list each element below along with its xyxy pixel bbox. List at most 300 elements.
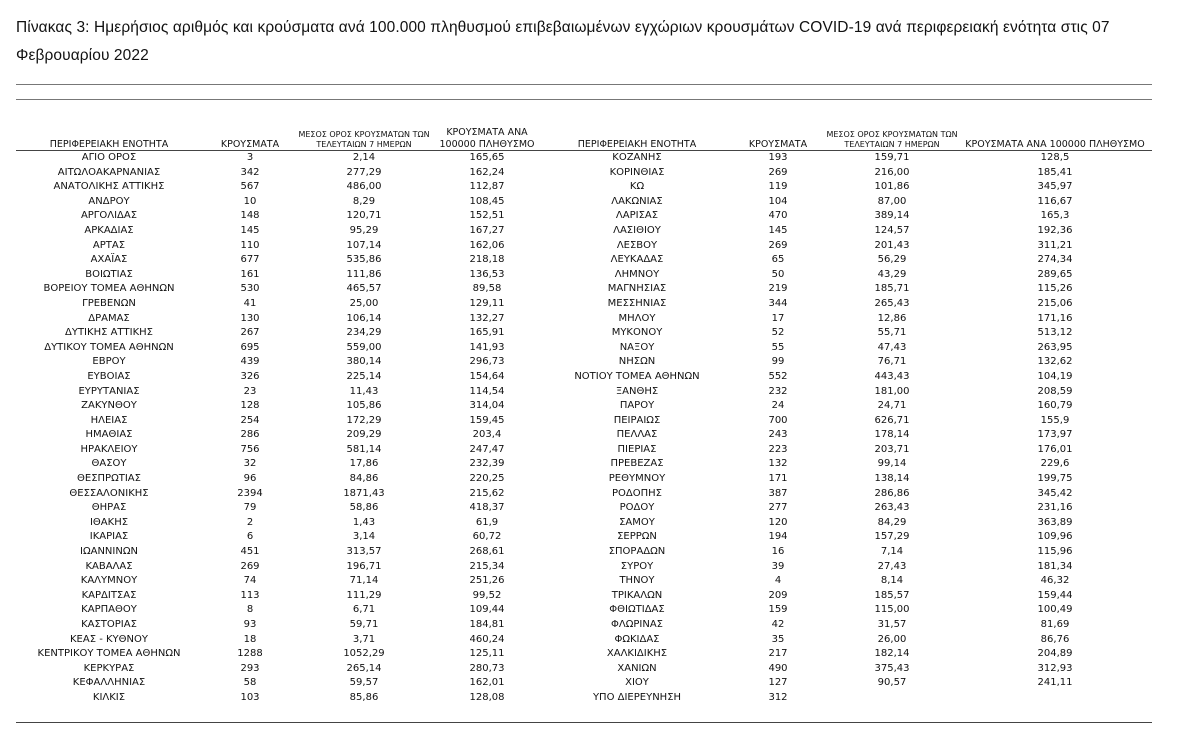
cell-per100k: 232,39 <box>469 458 505 470</box>
cell-cases: 65 <box>771 254 785 266</box>
cell-cases: 344 <box>768 297 788 309</box>
cell-cases: 79 <box>243 502 257 514</box>
table-row <box>16 574 1152 589</box>
cell-cases: 756 <box>240 443 260 455</box>
cell-avg7: 626,71 <box>874 414 910 426</box>
table-row <box>16 195 1152 210</box>
cell-cases: 293 <box>240 662 260 674</box>
cell-per100k: 165,65 <box>469 152 505 163</box>
table-row <box>16 166 1152 181</box>
cell-per100k: 60,72 <box>472 531 502 543</box>
cell-cases: 2394 <box>237 487 263 499</box>
cell-per100k: 184,81 <box>469 619 505 630</box>
cell-per100k: 100,49 <box>1037 604 1073 616</box>
cell-region: ΚΙΛΚΙΣ <box>92 691 126 703</box>
cell-avg7: 172,29 <box>346 414 382 426</box>
divider <box>16 99 1152 100</box>
cell-region: ΝΑΞΟΥ <box>619 341 655 353</box>
cell-region: ΠΑΡΟΥ <box>619 400 655 412</box>
cell-cases: 193 <box>768 152 788 163</box>
cell-region: ΝΗΣΩΝ <box>618 356 656 368</box>
column-header-avg7: ΜΕΣΟΣ ΟΡΟΣ ΚΡΟΥΣΜΑΤΩΝ ΤΩΝ ΤΕΛΕΥΤΑΙΩΝ 7 ΗΜΕΡΩΝ <box>298 121 430 151</box>
table-row <box>16 530 1152 545</box>
cell-per100k <box>958 691 1152 706</box>
cell-region: ΧΙΟΥ <box>625 677 649 689</box>
cell-avg7: 71,14 <box>349 575 379 587</box>
cell-region: ΑΡΓΟΛΙΔΑΣ <box>80 210 138 222</box>
cell-cases: 312 <box>768 691 788 703</box>
cell-region: ΠΕΙΡΑΙΩΣ <box>613 414 661 426</box>
cell-per100k: 208,59 <box>1037 385 1073 397</box>
cell-per100k: 312,93 <box>1037 662 1073 674</box>
cell-cases: 145 <box>240 224 260 236</box>
cell-per100k: 167,27 <box>469 224 505 236</box>
cell-per100k: 263,95 <box>1037 341 1073 353</box>
cell-region: ΡΟΔΟΠΗΣ <box>612 487 662 499</box>
cell-region: ΗΛΕΙΑΣ <box>90 414 128 426</box>
cell-avg7: 84,86 <box>349 473 379 485</box>
column-header-region: ΠΕΡΙΦΕΡΕΙΑΚΗ ΕΝΟΤΗΤΑ <box>544 121 730 151</box>
cell-per100k: 89,58 <box>472 283 502 295</box>
table-row <box>16 253 1152 268</box>
cell-cases: 209 <box>768 589 788 601</box>
cell-cases: 55 <box>771 341 785 353</box>
table-row <box>16 691 1152 706</box>
cell-region: ΠΙΕΡΙΑΣ <box>617 443 657 455</box>
cell-avg7: 181,00 <box>874 385 910 397</box>
cell-avg7: 234,29 <box>346 327 382 339</box>
cell-per100k: 162,06 <box>469 239 505 251</box>
cell-region: ΚΑΣΤΟΡΙΑΣ <box>81 619 137 630</box>
cell-region: ΔΥΤΙΚΗΣ ΑΤΤΙΚΗΣ <box>65 327 153 339</box>
cell-region: ΑΙΤΩΛΟΑΚΑΡΝΑΝΙΑΣ <box>57 166 161 178</box>
table-caption: Πίνακας 3: Ημερήσιος αριθμός και κρούσματα ανά 100.000 πληθυσμού επιβεβαιωμένων εγχώριων κρουσμάτων COVID-19 ανά περιφερειακή ενότητα στις 07 Φεβρουαρίου 2022 <box>16 19 1110 64</box>
cell-avg7: 47,43 <box>877 341 907 353</box>
cases-table <box>16 121 1152 706</box>
cell-avg7: 486,00 <box>346 181 382 193</box>
cell-per100k: 513,12 <box>1037 327 1073 339</box>
cell-cases: 2 <box>246 516 254 528</box>
cell-per100k: 99,52 <box>472 589 502 601</box>
cell-per100k: 251,26 <box>469 575 505 587</box>
cell-per100k: 229,6 <box>1040 458 1070 470</box>
cell-avg7: 43,29 <box>877 268 907 280</box>
cell-region: ΤΡΙΚΑΛΩΝ <box>611 589 663 601</box>
cell-per100k: 204,89 <box>1037 648 1073 660</box>
cell-region: ΙΩΑΝΝΙΝΩΝ <box>80 546 138 558</box>
cell-per100k: 109,44 <box>469 604 505 616</box>
cell-avg7: 1052,29 <box>343 648 385 660</box>
cell-per100k: 159,44 <box>1037 589 1073 601</box>
cell-avg7: 209,29 <box>346 429 382 441</box>
cell-cases: 387 <box>768 487 788 499</box>
cell-avg7: 185,57 <box>874 589 910 601</box>
cell-per100k: 176,01 <box>1037 443 1073 455</box>
cell-avg7: 106,14 <box>346 312 382 324</box>
cell-region: ΣΠΟΡΑΔΩΝ <box>608 546 666 558</box>
cell-cases: 42 <box>771 619 785 630</box>
cell-region: ΙΚΑΡΙΑΣ <box>89 531 129 543</box>
cell-avg7: 263,43 <box>874 502 910 514</box>
cell-cases: 451 <box>240 546 260 558</box>
cell-cases: 277 <box>768 502 788 514</box>
cell-avg7: 55,71 <box>877 327 907 339</box>
cell-region: ΣΥΡΟΥ <box>620 560 654 572</box>
cell-avg7: 203,71 <box>874 443 910 455</box>
cell-avg7: 11,43 <box>349 385 379 397</box>
cell-per100k: 125,11 <box>469 648 505 660</box>
table-row <box>16 355 1152 370</box>
cell-cases: 232 <box>768 385 788 397</box>
cell-per100k: 215,06 <box>1037 297 1073 309</box>
cell-avg7: 84,29 <box>877 516 907 528</box>
column-header-region: ΠΕΡΙΦΕΡΕΙΑΚΗ ΕΝΟΤΗΤΑ <box>16 121 202 151</box>
table-row <box>16 443 1152 458</box>
cell-region: ΥΠΟ ΔΙΕΡΕΥΝΗΣΗ <box>592 691 682 703</box>
cell-avg7: 59,57 <box>349 677 379 689</box>
cell-cases: 567 <box>240 181 260 193</box>
cell-per100k: 114,54 <box>469 385 505 397</box>
cell-per100k: 173,97 <box>1037 429 1073 441</box>
cell-cases: 254 <box>240 414 260 426</box>
cell-per100k: 171,16 <box>1037 312 1073 324</box>
cell-avg7: 380,14 <box>346 356 382 368</box>
cell-per100k: 162,01 <box>469 677 505 689</box>
table-row <box>16 282 1152 297</box>
cell-per100k: 199,75 <box>1037 473 1073 485</box>
table-row <box>16 151 1152 166</box>
cell-cases: 39 <box>771 560 785 572</box>
cell-cases: 130 <box>240 312 260 324</box>
cell-per100k: 128,08 <box>469 691 505 703</box>
divider <box>16 722 1152 723</box>
cell-region: ΦΩΚΙΔΑΣ <box>614 633 660 645</box>
cell-per100k: 460,24 <box>469 633 505 645</box>
cell-per100k: 274,34 <box>1037 254 1073 266</box>
cell-per100k: 159,45 <box>469 414 505 426</box>
table-row <box>16 457 1152 472</box>
cell-cases: 8 <box>246 604 254 616</box>
cell-per100k: 203,4 <box>472 429 502 441</box>
cell-cases: 267 <box>240 327 260 339</box>
cell-region: ΘΑΣΟΥ <box>91 458 127 470</box>
cell-per100k: 418,37 <box>469 502 505 514</box>
cell-avg7: 59,71 <box>349 619 379 630</box>
cell-region: ΡΟΔΟΥ <box>619 502 655 514</box>
table-row <box>16 603 1152 618</box>
cell-avg7: 31,57 <box>877 619 907 630</box>
cell-region: ΣΕΡΡΩΝ <box>617 531 657 543</box>
column-header-cases: ΚΡΟΥΣΜΑΤΑ <box>202 121 298 151</box>
cell-region: ΧΑΛΚΙΔΙΚΗΣ <box>606 648 668 660</box>
cell-per100k: 345,97 <box>1037 181 1073 193</box>
cell-cases: 1288 <box>237 648 263 660</box>
cell-avg7: 313,57 <box>346 546 382 558</box>
cell-per100k: 220,25 <box>469 473 505 485</box>
cell-region: ΔΡΑΜΑΣ <box>88 312 130 324</box>
cell-per100k: 116,67 <box>1037 195 1073 207</box>
cell-cases: 695 <box>240 341 260 353</box>
cell-cases: 93 <box>243 619 257 630</box>
table-row <box>16 385 1152 400</box>
cell-region: ΞΑΝΘΗΣ <box>615 385 659 397</box>
table-row <box>16 545 1152 560</box>
cell-per100k: 185,41 <box>1037 166 1073 178</box>
cell-per100k: 46,32 <box>1040 575 1070 587</box>
cell-avg7: 2,14 <box>352 152 376 163</box>
cell-avg7: 157,29 <box>874 531 910 543</box>
cell-avg7: 12,86 <box>877 312 907 324</box>
cell-per100k: 160,79 <box>1037 400 1073 412</box>
cell-avg7: 105,86 <box>346 400 382 412</box>
cell-avg7: 101,86 <box>874 181 910 193</box>
cell-cases: 58 <box>243 677 257 689</box>
cell-avg7: 1,43 <box>352 516 376 528</box>
cell-avg7: 185,71 <box>874 283 910 295</box>
cell-cases: 128 <box>240 400 260 412</box>
cell-per100k: 192,36 <box>1037 224 1073 236</box>
cell-per100k: 280,73 <box>469 662 505 674</box>
cell-cases: 148 <box>240 210 260 222</box>
cell-avg7: 76,71 <box>877 356 907 368</box>
cell-region: ΚΑΡΠΑΘΟΥ <box>81 604 137 616</box>
cell-avg7: 90,57 <box>877 677 907 689</box>
cell-per100k: 311,21 <box>1037 239 1073 251</box>
cell-region: ΜΕΣΣΗΝΙΑΣ <box>607 297 667 309</box>
divider <box>16 84 1152 85</box>
cell-avg7: 8,29 <box>352 195 376 207</box>
cell-region: ΣΑΜΟΥ <box>619 516 655 528</box>
cell-avg7: 6,71 <box>352 604 376 616</box>
cell-region: ΘΗΡΑΣ <box>91 502 127 514</box>
cell-region: ΑΝΑΤΟΛΙΚΗΣ ΑΤΤΙΚΗΣ <box>53 181 165 193</box>
cell-per100k: 129,11 <box>469 297 505 309</box>
cell-region: ΚΟΡΙΝΘΙΑΣ <box>609 166 665 178</box>
cell-cases: 530 <box>240 283 260 295</box>
table-row <box>16 589 1152 604</box>
cell-per100k: 162,24 <box>469 166 505 178</box>
cell-region: ΛΗΜΝΟΥ <box>614 268 660 280</box>
cell-avg7: 178,14 <box>874 429 910 441</box>
cell-cases: 4 <box>774 575 782 587</box>
table-row <box>16 180 1152 195</box>
cell-avg7: 1871,43 <box>343 487 385 499</box>
cell-region: ΡΕΘΥΜΝΟΥ <box>608 473 666 485</box>
cell-per100k: 345,42 <box>1037 487 1073 499</box>
cell-region: ΚΕΡΚΥΡΑΣ <box>83 662 135 674</box>
cell-avg7: 286,86 <box>874 487 910 499</box>
cell-avg7: 375,43 <box>874 662 910 674</box>
cell-per100k: 289,65 <box>1037 268 1073 280</box>
table-row <box>16 428 1152 443</box>
cell-cases: 10 <box>243 195 257 207</box>
cell-per100k: 241,11 <box>1037 677 1073 689</box>
table-row <box>16 618 1152 633</box>
cell-per100k: 115,96 <box>1037 546 1073 558</box>
cell-region: ΗΡΑΚΛΕΙΟΥ <box>80 443 138 455</box>
table-row <box>16 370 1152 385</box>
cell-per100k: 218,18 <box>469 254 505 266</box>
cell-avg7: 58,86 <box>349 502 379 514</box>
cell-avg7: 95,29 <box>349 224 379 236</box>
cell-avg7: 107,14 <box>346 239 382 251</box>
cell-region: ΤΗΝΟΥ <box>619 575 655 587</box>
cell-region: ΙΘΑΚΗΣ <box>89 516 129 528</box>
cell-avg7: 581,14 <box>346 443 382 455</box>
cell-cases: 269 <box>240 560 260 572</box>
cell-region: ΚΑΡΔΙΤΣΑΣ <box>81 589 137 601</box>
cell-region: ΒΟΡΕΙΟΥ ΤΟΜΕΑ ΑΘΗΝΩΝ <box>43 283 175 295</box>
cell-avg7: 56,29 <box>877 254 907 266</box>
table-row <box>16 341 1152 356</box>
cell-region: ΜΑΓΝΗΣΙΑΣ <box>607 283 667 295</box>
cell-region: ΜΗΛΟΥ <box>618 312 656 324</box>
cell-avg7: 389,14 <box>874 210 910 222</box>
table-row <box>16 633 1152 648</box>
cell-cases: 32 <box>243 458 257 470</box>
cell-avg7: 124,57 <box>874 224 910 236</box>
cell-avg7: 25,00 <box>349 297 379 309</box>
table-row <box>16 472 1152 487</box>
cell-region: ΚΑΒΑΛΑΣ <box>85 560 133 572</box>
cell-cases: 243 <box>768 429 788 441</box>
cell-avg7: 120,71 <box>346 210 382 222</box>
cell-per100k: 296,73 <box>469 356 505 368</box>
cell-avg7: 7,14 <box>880 546 904 558</box>
cell-avg7 <box>826 691 958 706</box>
cell-per100k: 108,45 <box>469 195 505 207</box>
cell-per100k: 215,62 <box>469 487 505 499</box>
cell-avg7: 196,71 <box>346 560 382 572</box>
cell-cases: 269 <box>768 239 788 251</box>
cell-avg7: 3,14 <box>352 531 376 543</box>
cell-avg7: 3,71 <box>352 633 376 645</box>
cell-cases: 439 <box>240 356 260 368</box>
cell-cases: 342 <box>240 166 260 178</box>
cell-region: ΚΩ <box>629 181 645 193</box>
cell-per100k: 128,5 <box>1040 152 1070 163</box>
cell-avg7: 201,43 <box>874 239 910 251</box>
cell-cases: 470 <box>768 210 788 222</box>
cell-per100k: 165,3 <box>1040 210 1070 222</box>
table-row <box>16 516 1152 531</box>
cell-region: ΑΝΔΡΟΥ <box>88 195 130 207</box>
table-row <box>16 224 1152 239</box>
cell-cases: 120 <box>768 516 788 528</box>
cell-cases: 24 <box>771 400 785 412</box>
cell-cases: 194 <box>768 531 788 543</box>
cell-avg7: 535,86 <box>346 254 382 266</box>
cell-region: ΑΧΑΪΑΣ <box>90 254 128 266</box>
cell-region: ΝΟΤΙΟΥ ΤΟΜΕΑ ΑΘΗΝΩΝ <box>574 370 700 382</box>
cell-region: ΘΕΣΣΑΛΟΝΙΚΗΣ <box>69 487 149 499</box>
table-row <box>16 676 1152 691</box>
cell-region: ΘΕΣΠΡΩΤΙΑΣ <box>77 473 141 485</box>
table-row <box>16 297 1152 312</box>
table-row <box>16 414 1152 429</box>
table-row <box>16 662 1152 677</box>
cell-cases: 6 <box>246 531 254 543</box>
cell-cases: 286 <box>240 429 260 441</box>
cell-per100k: 215,34 <box>469 560 505 572</box>
cell-per100k: 115,26 <box>1037 283 1073 295</box>
cell-cases: 171 <box>768 473 788 485</box>
cell-cases: 217 <box>768 648 788 660</box>
table-row <box>16 312 1152 327</box>
cell-cases: 16 <box>771 546 785 558</box>
cell-cases: 113 <box>240 589 260 601</box>
cell-cases: 490 <box>768 662 788 674</box>
cell-per100k: 247,47 <box>469 443 505 455</box>
cell-per100k: 136,53 <box>469 268 505 280</box>
cell-cases: 103 <box>240 691 260 703</box>
cell-cases: 104 <box>768 195 788 207</box>
cell-avg7: 225,14 <box>346 370 382 382</box>
cell-region: ΦΘΙΩΤΙΔΑΣ <box>609 604 665 616</box>
cell-cases: 50 <box>771 268 785 280</box>
cell-region: ΗΜΑΘΙΑΣ <box>85 429 133 441</box>
cell-per100k: 132,27 <box>469 312 505 324</box>
cell-region: ΛΑΡΙΣΑΣ <box>615 210 659 222</box>
cell-cases: 96 <box>243 473 257 485</box>
cell-cases: 132 <box>768 458 788 470</box>
cell-per100k: 81,69 <box>1040 619 1070 630</box>
cell-per100k: 181,34 <box>1037 560 1073 572</box>
cell-cases: 17 <box>771 312 785 324</box>
table-row <box>16 560 1152 575</box>
cell-region: ΔΥΤΙΚΟΥ ΤΟΜΕΑ ΑΘΗΝΩΝ <box>44 341 174 353</box>
cell-per100k: 363,89 <box>1037 516 1073 528</box>
cell-per100k: 104,19 <box>1037 370 1073 382</box>
cell-per100k: 314,04 <box>469 400 505 412</box>
cell-region: ΚΑΛΥΜΝΟΥ <box>80 575 138 587</box>
table-row <box>16 647 1152 662</box>
cell-per100k: 112,87 <box>469 181 505 193</box>
cell-avg7: 99,14 <box>877 458 907 470</box>
cell-avg7: 87,00 <box>877 195 907 207</box>
cell-cases: 223 <box>768 443 788 455</box>
cell-region: ΛΑΣΙΘΙΟΥ <box>613 224 661 236</box>
cell-avg7: 182,14 <box>874 648 910 660</box>
cell-per100k: 61,9 <box>475 516 499 528</box>
table-row <box>16 501 1152 516</box>
cell-per100k: 141,93 <box>469 341 505 353</box>
cell-per100k: 154,64 <box>469 370 505 382</box>
cell-cases: 219 <box>768 283 788 295</box>
cell-avg7: 26,00 <box>877 633 907 645</box>
cell-region: ΓΡΕΒΕΝΩΝ <box>82 297 136 309</box>
table-row <box>16 209 1152 224</box>
cell-cases: 269 <box>768 166 788 178</box>
cell-region: ΑΡΚΑΔΙΑΣ <box>84 224 134 236</box>
cell-region: ΕΥΒΟΙΑΣ <box>87 370 131 382</box>
cell-per100k: 132,62 <box>1037 356 1073 368</box>
cell-cases: 18 <box>243 633 257 645</box>
cell-cases: 99 <box>771 356 785 368</box>
cell-region: ΕΥΡΥΤΑΝΙΑΣ <box>78 385 140 397</box>
cell-per100k: 268,61 <box>469 546 505 558</box>
cell-region: ΚΕΑΣ - ΚΥΘΝΟΥ <box>70 633 148 645</box>
cell-region: ΦΛΩΡΙΝΑΣ <box>611 619 663 630</box>
cell-per100k: 155,9 <box>1040 414 1070 426</box>
cell-per100k: 231,16 <box>1037 502 1073 514</box>
cell-region: ΛΕΥΚΑΔΑΣ <box>610 254 664 266</box>
cell-avg7: 277,29 <box>346 166 382 178</box>
cell-region: ΛΑΚΩΝΙΑΣ <box>611 195 663 207</box>
cell-cases: 110 <box>240 239 260 251</box>
cell-avg7: 465,57 <box>346 283 382 295</box>
cell-cases: 145 <box>768 224 788 236</box>
